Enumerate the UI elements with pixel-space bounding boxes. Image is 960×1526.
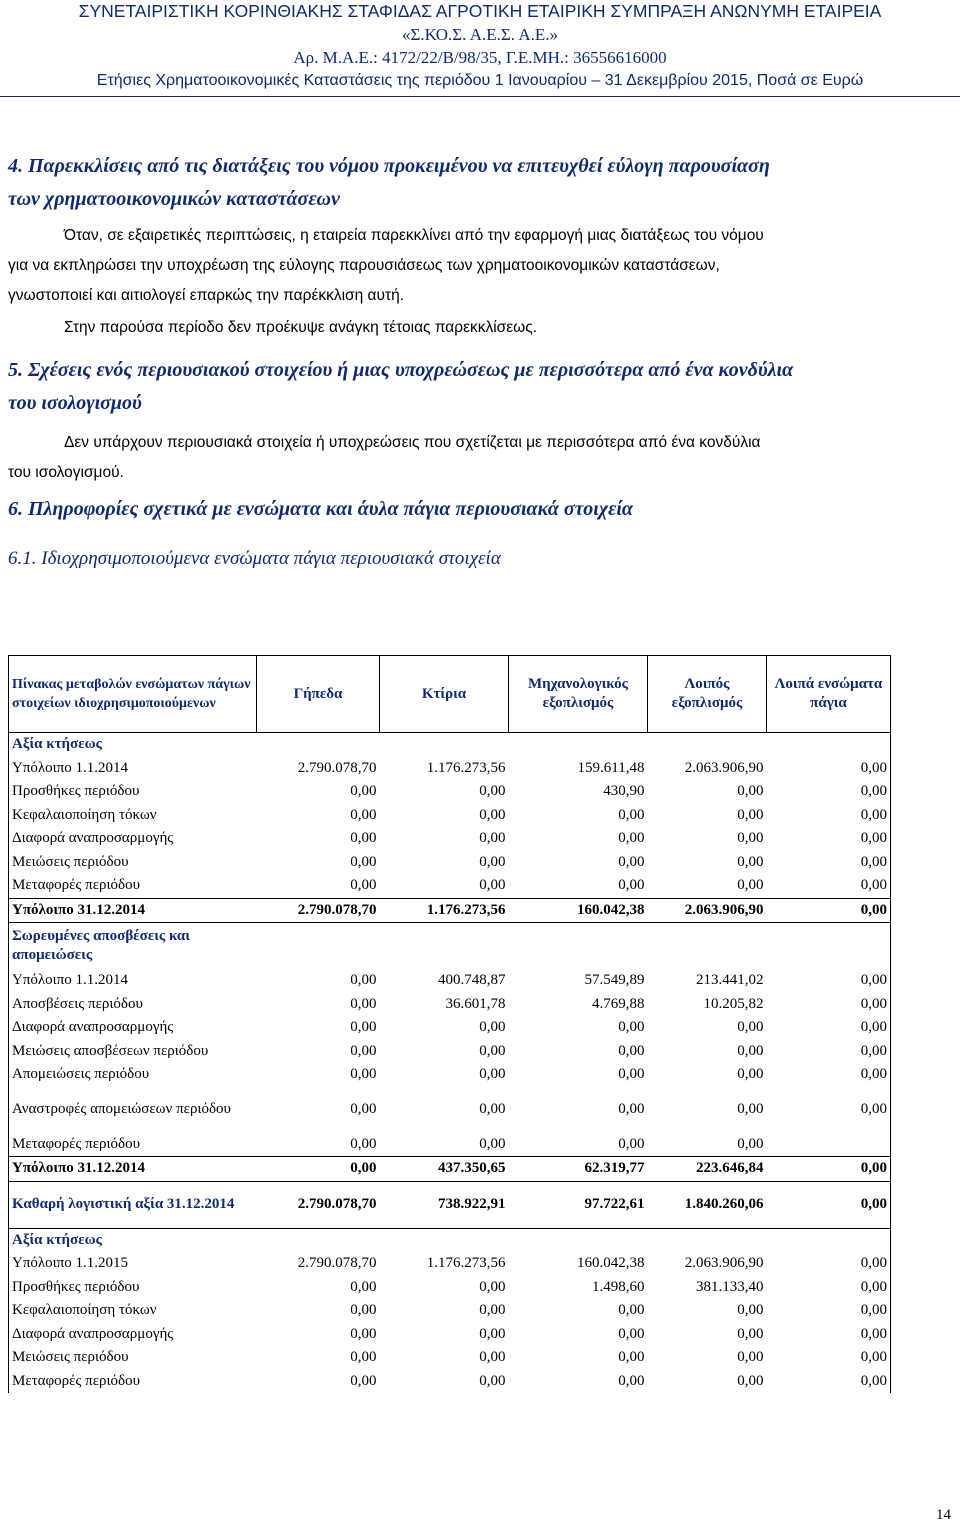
- row-value-cell: 0,00: [618, 1042, 645, 1059]
- row-label: Μειώσεις περιόδου: [9, 1346, 257, 1370]
- table-row: [9, 1299, 891, 1323]
- table-row: [9, 1087, 891, 1133]
- row-value-cell: 0,00: [737, 1019, 764, 1036]
- row-value-cell: 738.922,91: [380, 1181, 509, 1228]
- row-value-cell: 0,00: [737, 830, 764, 847]
- row-value-cell: 0,00: [767, 757, 891, 781]
- row-value-cell: 0,00: [350, 877, 377, 894]
- row-value-cell: 62.319,77: [509, 1157, 648, 1182]
- section4-para1-l3: γνωστοποιεί και αιτιολογεί επαρκώς την παρέκκλιση αυτή.: [8, 287, 405, 304]
- header-rule: [0, 96, 960, 97]
- row-value-cell: 0,00: [737, 1349, 764, 1366]
- row-value-cell: 1.176.273,56: [426, 1255, 506, 1272]
- row-label: Μεταφορές περιόδου: [9, 874, 257, 898]
- row-value-cell: 159.611,48: [577, 759, 645, 776]
- row-value-cell: 0,00: [618, 1019, 645, 1036]
- table-row: [9, 1133, 891, 1157]
- row-value-cell: 0,00: [479, 1101, 506, 1117]
- section5-para: Δεν υπάρχουν περιουσιακά στοιχεία ή υποχρεώσεις που σχετίζεται με περισσότερα από ένα κονδύλια: [64, 434, 761, 451]
- row-value-cell: [509, 923, 648, 970]
- row-label: Μειώσεις αποσβέσεων περιόδου: [9, 1040, 257, 1064]
- row-value-cell: 1.176.273,56: [380, 898, 509, 923]
- row-value-cell: 430,90: [603, 783, 645, 800]
- row-value-cell: 0,00: [767, 898, 891, 923]
- row-value-cell: 0,00: [618, 1135, 645, 1152]
- row-value-cell: 160.042,38: [577, 1255, 645, 1272]
- row-value-cell: 0,00: [767, 1157, 891, 1182]
- row-label: Αξία κτήσεως: [9, 1228, 257, 1252]
- row-value-cell: 0,00: [479, 1325, 506, 1342]
- row-value-cell: 0,00: [618, 877, 645, 894]
- section4-para2: Στην παρούσα περίοδο δεν προέκυψε ανάγκη τέτοιας παρεκκλίσεως.: [64, 319, 538, 336]
- report-title: Ετήσιες Χρηματοοικονομικές Καταστάσεις της περιόδου 1 Ιανουαρίου – 31 Δεκεμβρίου 2015, Ποσά σε Ευρώ: [96, 72, 864, 89]
- row-value-cell: [509, 733, 648, 757]
- row-label: Διαφορά αναπροσαρμογής: [9, 827, 257, 851]
- table-row: [9, 898, 891, 923]
- table-row: [9, 1370, 891, 1394]
- row-value-cell: 4.769,88: [592, 995, 645, 1012]
- row-value-cell: 0,00: [737, 806, 764, 823]
- row-value-cell: [648, 923, 767, 970]
- table-row: [9, 1181, 891, 1228]
- row-value-cell: 0,00: [479, 806, 506, 823]
- row-value-cell: 0,00: [479, 1042, 506, 1059]
- row-label: Υπόλοιπο 1.1.2014: [9, 969, 257, 993]
- row-value-cell: [648, 733, 767, 757]
- page-body: [8, 150, 958, 574]
- row-value-cell: 0,00: [618, 1302, 645, 1319]
- table-row: [9, 827, 891, 851]
- row-value-cell: 0,00: [737, 1066, 764, 1083]
- page-header: [0, 0, 960, 92]
- row-value-cell: 223.646,84: [648, 1157, 767, 1182]
- row-value-cell: 0,00: [618, 1325, 645, 1342]
- row-value-cell: 160.042,38: [509, 898, 648, 923]
- table-row: [9, 923, 891, 970]
- table-row: [9, 969, 891, 993]
- header-cell-machinery: Μηχανολογικός εξοπλισμός: [509, 656, 648, 733]
- row-value-cell: 0,00: [350, 1135, 377, 1152]
- row-value-cell: 0,00: [350, 1325, 377, 1342]
- row-value-cell: 0,00: [350, 806, 377, 823]
- row-value-cell: 0,00: [479, 830, 506, 847]
- table-row: [9, 1252, 891, 1276]
- row-label: Υπόλοιπο 31.12.2014: [9, 1157, 257, 1182]
- row-value-cell: 0,00: [767, 1323, 891, 1347]
- row-value-cell: 2.063.906,90: [648, 898, 767, 923]
- section4-para1-l2: για να εκπληρώσει την υποχρέωση της εύλογης παρουσιάσεως των χρηματοοικονομικών καταστάσεων,: [8, 257, 720, 274]
- row-value-cell: 2.790.078,70: [297, 1255, 377, 1272]
- row-value-cell: 2.790.078,70: [257, 1181, 380, 1228]
- row-value-cell: 0,00: [618, 853, 645, 870]
- row-value-cell: [380, 733, 509, 757]
- row-label: Κεφαλαιοποίηση τόκων: [9, 1299, 257, 1323]
- row-value-cell: 0,00: [618, 830, 645, 847]
- row-label: Προσθήκες περιόδου: [9, 780, 257, 804]
- row-value-cell: 0,00: [479, 1302, 506, 1319]
- row-value-cell: 0,00: [350, 1101, 377, 1117]
- section5-title-cont: του ισολογισμού: [8, 392, 142, 414]
- table-row: [9, 851, 891, 875]
- row-value-cell: 0,00: [350, 783, 377, 800]
- row-value-cell: 0,00: [767, 827, 891, 851]
- row-label: Αξία κτήσεως: [9, 733, 257, 757]
- fixed-assets-table: [8, 655, 891, 1393]
- row-value-cell: 2.790.078,70: [257, 898, 380, 923]
- row-label: Αποσβέσεις περιόδου: [9, 993, 257, 1017]
- row-value-cell: 0,00: [618, 1066, 645, 1083]
- row-value-cell: [257, 923, 380, 970]
- row-value-cell: [767, 923, 891, 970]
- row-value-cell: 0,00: [767, 993, 891, 1017]
- row-value-cell: 10.205,82: [703, 995, 764, 1012]
- row-value-cell: 2.790.078,70: [297, 759, 377, 776]
- row-label: Μεταφορές περιόδου: [9, 1370, 257, 1394]
- row-value-cell: 0,00: [479, 1066, 506, 1083]
- row-value-cell: 0,00: [350, 1278, 377, 1295]
- row-value-cell: 1.840.260,06: [648, 1181, 767, 1228]
- table-row: [9, 1040, 891, 1064]
- row-value-cell: [648, 1228, 767, 1252]
- row-value-cell: 0,00: [479, 1349, 506, 1366]
- row-value-cell: 0,00: [767, 804, 891, 828]
- row-value-cell: 2.063.906,90: [684, 1255, 764, 1272]
- row-value-cell: [767, 733, 891, 757]
- row-value-cell: 0,00: [350, 972, 377, 989]
- header-cell-buildings: Κτίρια: [380, 656, 509, 733]
- row-value-cell: 0,00: [767, 1016, 891, 1040]
- row-value-cell: 0,00: [737, 853, 764, 870]
- row-value-cell: 0,00: [350, 1372, 377, 1389]
- row-value-cell: 0,00: [767, 780, 891, 804]
- table-row: [9, 1157, 891, 1182]
- row-value-cell: 97.722,61: [509, 1181, 648, 1228]
- row-value-cell: 0,00: [737, 1135, 764, 1152]
- row-value-cell: 0,00: [737, 877, 764, 894]
- section6-title: 6. Πληροφορίες σχετικά με ενσώματα και άυλα πάγια περιουσιακά στοιχεία: [8, 498, 633, 520]
- row-value-cell: 381.133,40: [696, 1278, 764, 1295]
- header-cell-land: Γήπεδα: [257, 656, 380, 733]
- row-value-cell: 0,00: [767, 1252, 891, 1276]
- page-number: 14: [936, 1507, 951, 1523]
- row-value-cell: 0,00: [479, 1278, 506, 1295]
- row-label: Καθαρή λογιστική αξία 31.12.2014: [9, 1181, 257, 1228]
- row-value-cell: 1.498,60: [592, 1278, 645, 1295]
- row-value-cell: 0,00: [618, 1101, 645, 1117]
- row-value-cell: 0,00: [737, 1372, 764, 1389]
- row-value-cell: 0,00: [350, 1019, 377, 1036]
- row-value-cell: [257, 733, 380, 757]
- table-row: [9, 1228, 891, 1252]
- row-value-cell: [509, 1228, 648, 1252]
- row-value-cell: 0,00: [618, 1349, 645, 1366]
- row-label: Απομειώσεις περιόδου: [9, 1063, 257, 1087]
- table-row: [9, 1276, 891, 1300]
- row-value-cell: 1.176.273,56: [426, 759, 506, 776]
- table-row: [9, 1016, 891, 1040]
- row-value-cell: 0,00: [767, 1276, 891, 1300]
- row-label: Διαφορά αναπροσαρμογής: [9, 1016, 257, 1040]
- row-label: Μεταφορές περιόδου: [9, 1133, 257, 1157]
- row-value-cell: 0,00: [479, 1135, 506, 1152]
- section61-title: 6.1. Ιδιοχρησιμοποιούμενα ενσώματα πάγια περιουσιακά στοιχεία: [8, 548, 501, 569]
- section4-title: 4. Παρεκκλίσεις από τις διατάξεις του νόμου προκειμένου να επιτευχθεί εύλογη παρουσίαση: [8, 155, 770, 177]
- row-value-cell: 0,00: [737, 1325, 764, 1342]
- row-value-cell: 0,00: [737, 783, 764, 800]
- row-value-cell: 0,00: [767, 851, 891, 875]
- row-value-cell: 0,00: [737, 1042, 764, 1059]
- header-cell-description: Πίνακας μεταβολών ενσώματων πάγιων στοιχείων ιδιοχρησιμοποιούμενων: [9, 656, 257, 733]
- section5-para-l2: του ισολογισμού.: [8, 464, 124, 481]
- row-value-cell: 0,00: [350, 1066, 377, 1083]
- row-value-cell: 0,00: [767, 1087, 891, 1133]
- row-value-cell: 0,00: [767, 1299, 891, 1323]
- row-value-cell: 36.601,78: [445, 995, 506, 1012]
- row-value-cell: 0,00: [737, 1101, 764, 1117]
- row-value-cell: 0,00: [350, 830, 377, 847]
- table-header-row: [9, 656, 891, 733]
- row-value-cell: 0,00: [767, 1040, 891, 1064]
- row-value-cell: 0,00: [257, 1157, 380, 1182]
- row-value-cell: 0,00: [767, 874, 891, 898]
- row-value-cell: 0,00: [350, 1302, 377, 1319]
- row-value-cell: 0,00: [737, 1302, 764, 1319]
- row-value-cell: [380, 1228, 509, 1252]
- table-row: [9, 1063, 891, 1087]
- row-value-cell: 0,00: [479, 853, 506, 870]
- row-label: Αναστροφές απομειώσεων περιόδου: [9, 1087, 257, 1133]
- row-label: Κεφαλαιοποίηση τόκων: [9, 804, 257, 828]
- table-row: [9, 757, 891, 781]
- row-label: Υπόλοιπο 1.1.2015: [9, 1252, 257, 1276]
- company-name: ΣΥΝΕΤΑΙΡΙΣΤΙΚΗ ΚΟΡΙΝΘΙΑΚΗΣ ΣΤΑΦΙΔΑΣ ΑΓΡΟΤΙΚΗ ΕΤΑΙΡΙΚΗ ΣΥΜΠΡΑΞΗ ΑΝΩΝΥΜΗ ΕΤΑΙΡΕΙΑ: [78, 1, 882, 21]
- row-value-cell: 2.063.906,90: [684, 759, 764, 776]
- row-value-cell: 0,00: [350, 1042, 377, 1059]
- row-value-cell: 0,00: [479, 783, 506, 800]
- row-value-cell: [380, 923, 509, 970]
- row-value-cell: 0,00: [479, 877, 506, 894]
- row-value-cell: [767, 1228, 891, 1252]
- row-value-cell: 437.350,65: [380, 1157, 509, 1182]
- row-value-cell: 0,00: [767, 1370, 891, 1394]
- row-label: Υπόλοιπο 31.12.2014: [9, 898, 257, 923]
- table-row: [9, 1323, 891, 1347]
- section5-title: 5. Σχέσεις ενός περιουσιακού στοιχείου ή μιας υποχρεώσεως με περισσότερα από ένα κονδύλια: [8, 359, 794, 381]
- row-label: Διαφορά αναπροσαρμογής: [9, 1323, 257, 1347]
- row-value-cell: [767, 1133, 891, 1157]
- row-label: Προσθήκες περιόδου: [9, 1276, 257, 1300]
- company-short-name: «Σ.ΚΟ.Σ. Α.Ε.Σ. Α.Ε.»: [401, 25, 558, 44]
- row-value-cell: 0,00: [767, 1181, 891, 1228]
- row-value-cell: 0,00: [618, 806, 645, 823]
- table-row: [9, 780, 891, 804]
- table-row: [9, 804, 891, 828]
- row-value-cell: 213.441,02: [696, 972, 764, 989]
- table-body: [9, 733, 891, 1394]
- table-row: [9, 1346, 891, 1370]
- row-label: Σωρευμένες αποσβέσεις και απομειώσεις: [9, 923, 257, 970]
- table-row: [9, 874, 891, 898]
- registration-numbers: Αρ. Μ.Α.Ε.: 4172/22/Β/98/35, Γ.Ε.ΜΗ.: 36556616000: [293, 48, 667, 67]
- row-value-cell: 0,00: [767, 1346, 891, 1370]
- row-label: Υπόλοιπο 1.1.2014: [9, 757, 257, 781]
- section4-title-cont: των χρηματοοικονομικών καταστάσεων: [8, 188, 340, 210]
- row-value-cell: 400.748,87: [438, 972, 506, 989]
- header-cell-other-equipment: Λοιπός εξοπλισμός: [648, 656, 767, 733]
- row-value-cell: 57.549,89: [584, 972, 645, 989]
- row-label: Μειώσεις περιόδου: [9, 851, 257, 875]
- table-row: [9, 993, 891, 1017]
- row-value-cell: 0,00: [767, 969, 891, 993]
- row-value-cell: 0,00: [350, 995, 377, 1012]
- table-row: [9, 733, 891, 757]
- row-value-cell: 0,00: [618, 1372, 645, 1389]
- row-value-cell: 0,00: [767, 1063, 891, 1087]
- row-value-cell: [257, 1228, 380, 1252]
- row-value-cell: 0,00: [479, 1372, 506, 1389]
- header-cell-other-fixed-assets: Λοιπά ενσώματα πάγια: [767, 656, 891, 733]
- row-value-cell: 0,00: [479, 1019, 506, 1036]
- section4-para1: Όταν, σε εξαιρετικές περιπτώσεις, η εταιρεία παρεκκλίνει από την εφαρμογή μιας διατάξεως του νόμου: [64, 227, 764, 244]
- row-value-cell: 0,00: [350, 853, 377, 870]
- row-value-cell: 0,00: [350, 1349, 377, 1366]
